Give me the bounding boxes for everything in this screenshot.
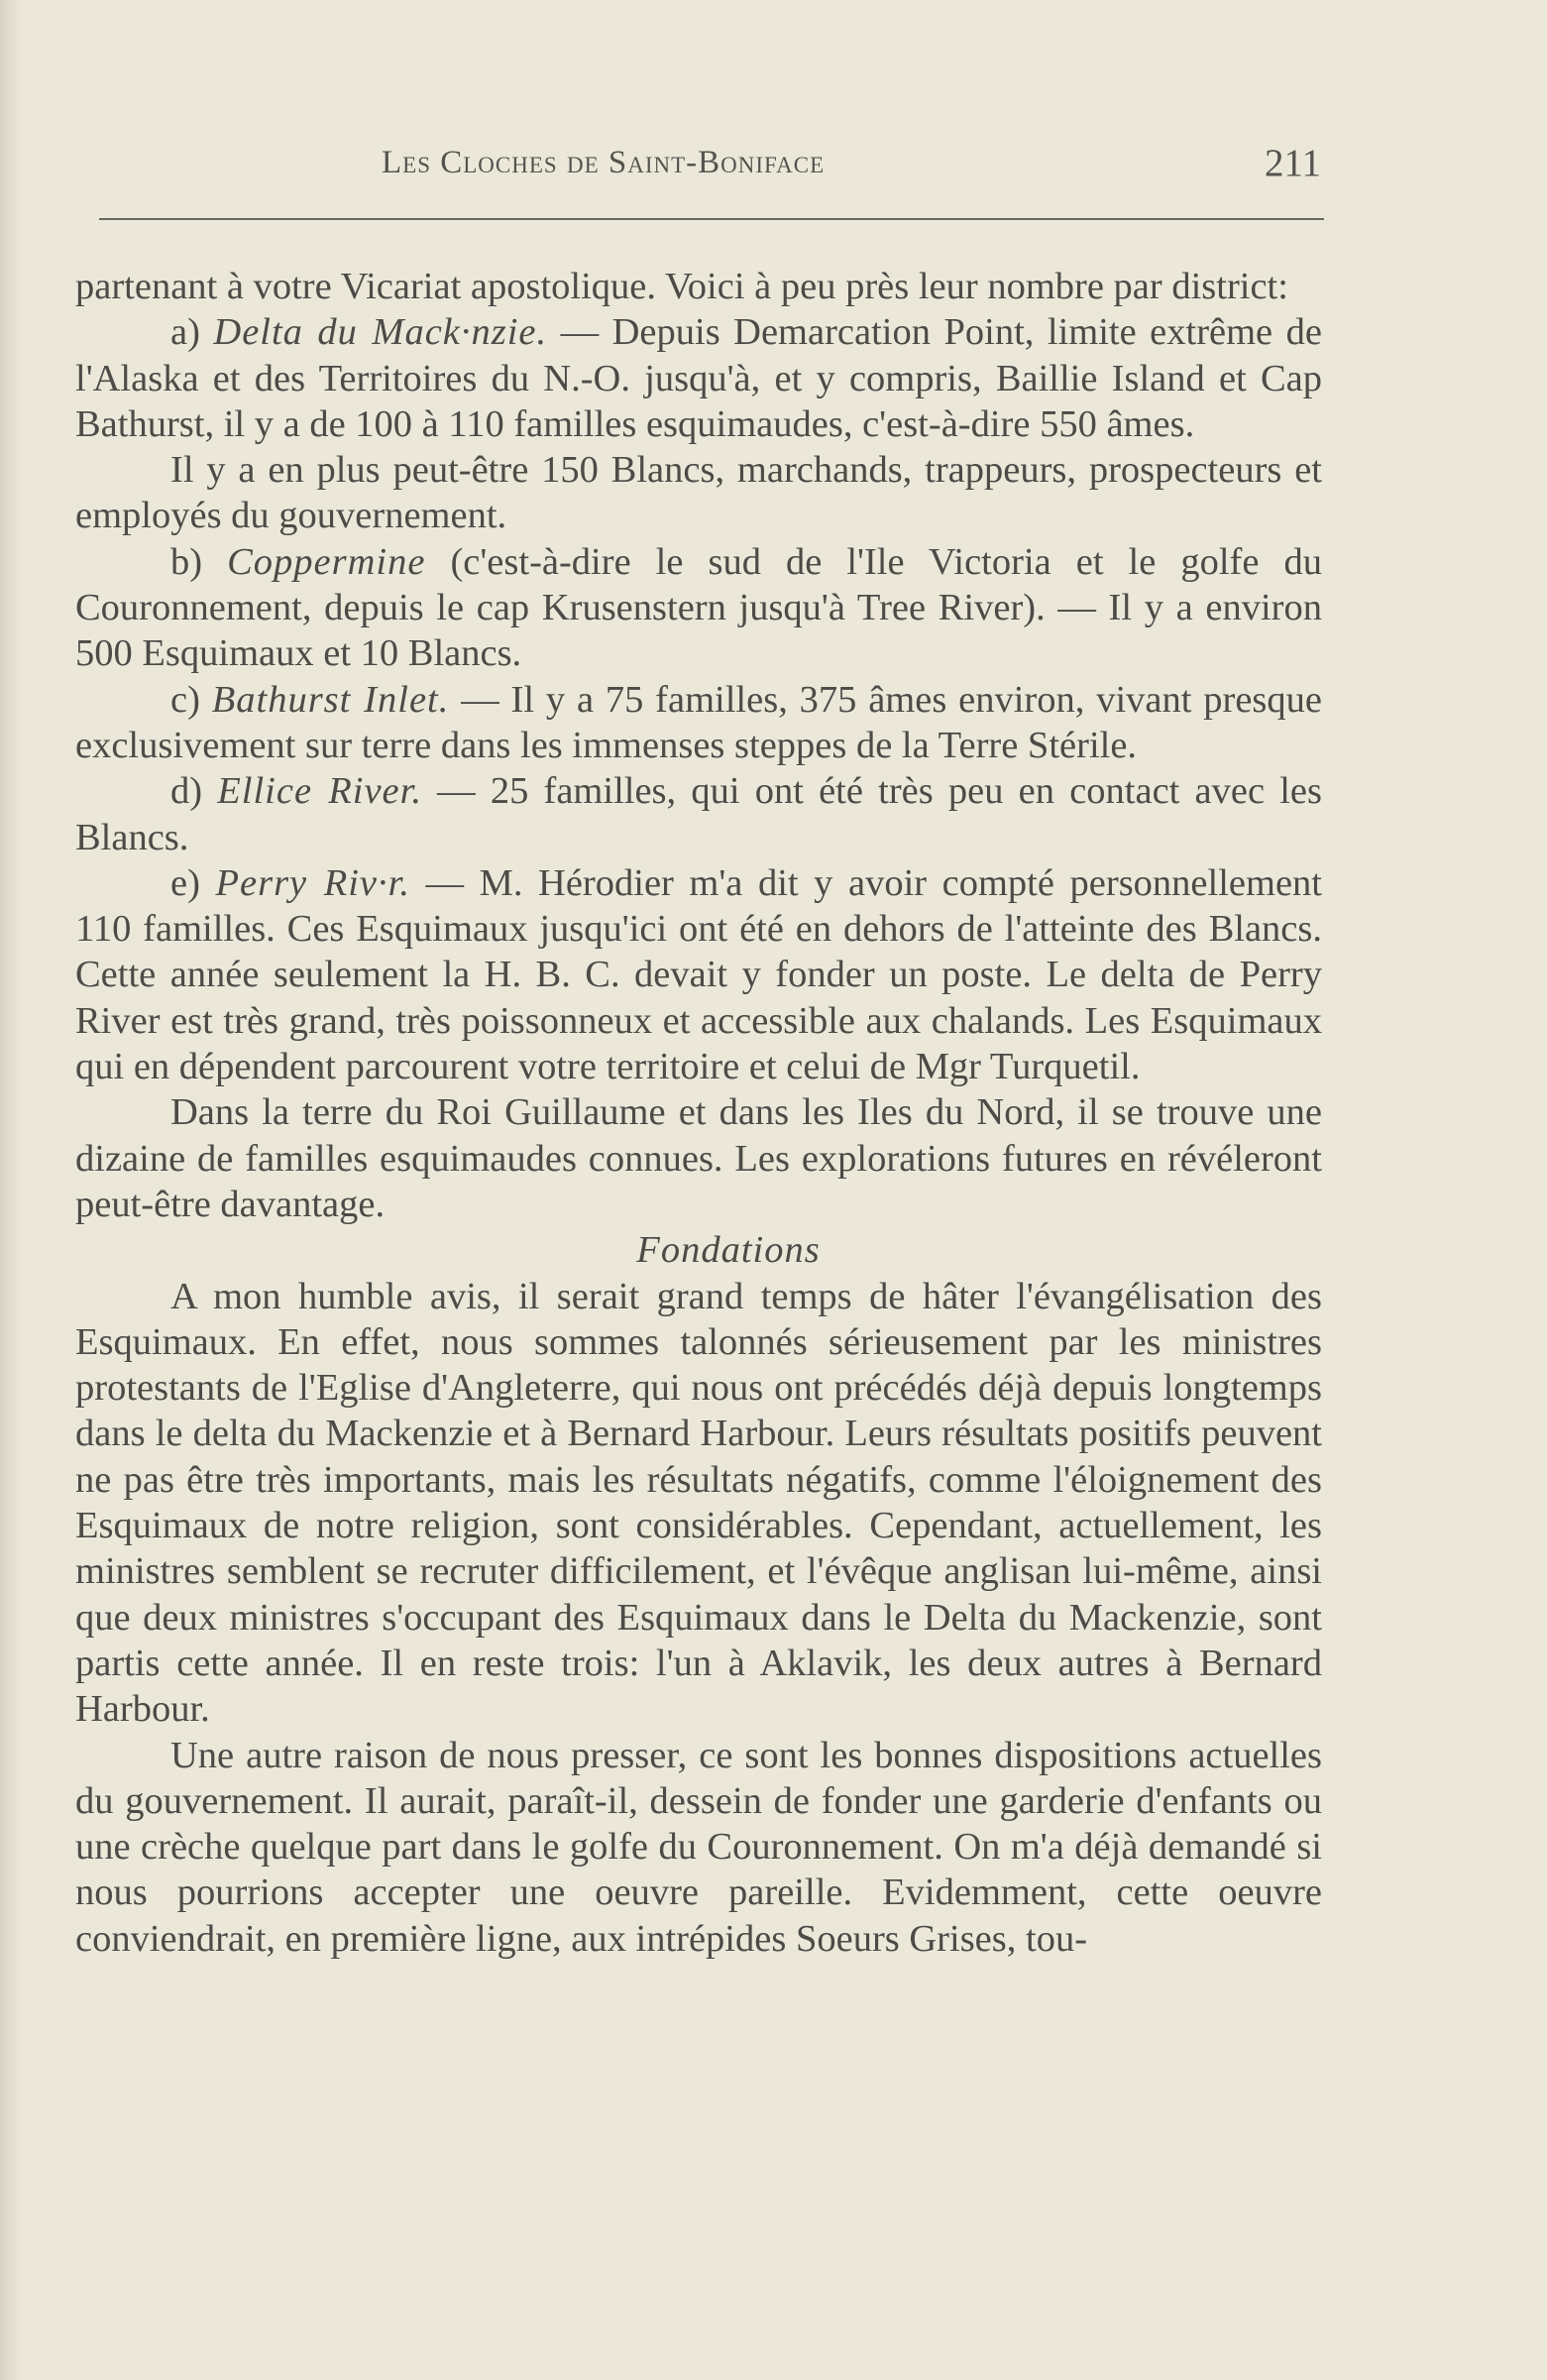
district-item-b — [75, 539, 1322, 677]
district-name: Coppermine — [227, 540, 426, 583]
item-label: a) — [170, 311, 214, 354]
page-header — [382, 141, 1321, 190]
item-text: — Il y a 75 familles, 375 âmes environ, vivant presque exclusivement sur terre dans les immenses steppes de la Terre Stérile. — [75, 678, 1322, 766]
district-name: Delta du Mack·nzie. — [213, 311, 548, 354]
district-name: Bathurst Inlet. — [211, 678, 450, 721]
district-item-c — [75, 677, 1322, 769]
district-name: Ellice River. — [217, 770, 422, 813]
item-label: d) — [170, 770, 218, 813]
paragraph-text: Dans la terre du Roi Guillaume et dans les Iles du Nord, il se trouve une dizaine de familles esquimaudes connues. Les explorations futures en révéleront peut-être davantage. — [75, 1091, 1322, 1225]
page-number: 211 — [1264, 142, 1321, 184]
district-item-a — [75, 309, 1322, 447]
paragraph-text: partenant à votre Vicariat apostolique. Voici à peu près leur nombre par district: — [75, 266, 1288, 307]
item-label: b) — [170, 540, 228, 583]
district-name: Perry Riv·r. — [215, 861, 410, 904]
running-head: Les Cloches de Saint-Boniface — [382, 145, 826, 180]
item-text: (c'est-à-dire le sud de l'Ile Victoria et le golfe du Couronnement, depuis le cap Krusenstern jusqu'à Tree River). — Il y a environ 500 Esquimaux et 10 Blancs. — [75, 540, 1322, 675]
item-text: — 25 familles, qui ont été très peu en contact avec les Blancs. — [75, 770, 1322, 858]
paragraph — [75, 1733, 1322, 1962]
paragraph — [75, 1089, 1322, 1227]
body-text — [75, 264, 1322, 1962]
paragraph — [75, 1274, 1322, 1733]
paragraph-text: Il y a en plus peut-être 150 Blancs, marchands, trappeurs, prospecteurs et employés du gouvernement. — [75, 449, 1322, 537]
item-text: — Depuis Demarcation Point, limite extrême de l'Alaska et des Territoires du N.-O. jusqu'à, et y compris, Baillie Island et Cap Bathurst, il y a de 100 à 110 familles esquimaudes, c'est-à-dire 550 âmes. — [75, 311, 1322, 445]
paragraph — [75, 447, 1322, 539]
page-edge-shadow — [0, 0, 22, 2380]
district-item-e — [75, 860, 1322, 1089]
paragraph-text: A mon humble avis, il serait grand temps de hâter l'évangélisation des Esquimaux. En effet, nous sommes talonnés sérieusement par les ministres protestants de l'Eglise d'Angleterre, qui nous ont précédés déjà depuis longtemps dans le delta du Mackenzie et à Bernard Harbour. Leurs résultats positifs peuvent ne pas être très importants, mais les résultats négatifs, comme l'éloignement des Esquimaux de notre religion, sont considérables. Cependant, actuellement, les ministres semblent se recruter difficilement, et l'évêque anglisan lui-même, ainsi que deux ministres s'occupant des Esquimaux dans le Delta du Mackenzie, sont partis cette année. Il en reste trois: l'un à Aklavik, les deux autres à Bernard Harbour. — [75, 1275, 1322, 1731]
district-item-d — [75, 768, 1322, 860]
paragraph — [75, 264, 1322, 309]
header-rule — [99, 218, 1324, 220]
paragraph-text: Une autre raison de nous presser, ce sont les bonnes dispositions actuelles du gouvernement. Il aurait, paraît-il, dessein de fonder une garderie d'enfants ou une crèche quelque part dans le golfe du Couronnement. On m'a déjà demandé si nous pourrions accepter une oeuvre pareille. Evidemment, cette oeuvre conviendrait, en première ligne, aux intrépides Soeurs Grises, tou- — [75, 1734, 1322, 1960]
item-label: c) — [170, 678, 212, 721]
item-label: e) — [170, 861, 216, 904]
section-heading: Fondations — [636, 1229, 821, 1272]
item-text: — M. Hérodier m'a dit y avoir compté personnellement 110 familles. Ces Esquimaux jusqu'ici ont été en dehors de l'atteinte des Blancs. Cette année seulement la H. B. C. devait y fonder un poste. Le delta de Perry River est très grand, très poissonneux et accessible aux chalands. Les Esquimaux qui en dépendent parcourent votre territoire et celui de Mgr Turquetil. — [75, 861, 1322, 1088]
